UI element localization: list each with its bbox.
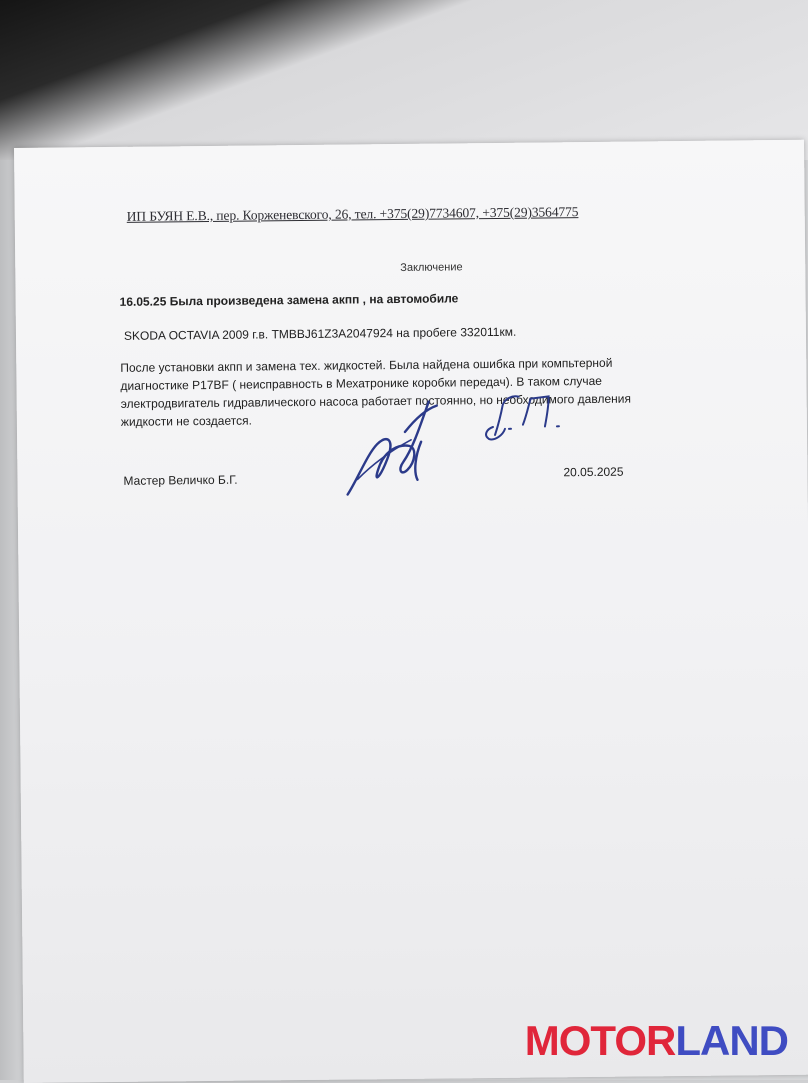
master-name: Мастер Величко Б.Г. bbox=[123, 472, 238, 488]
body-line-1: После установки акпп и замена тех. жидкостей. Была найдена ошибка при компьтерной bbox=[120, 355, 613, 375]
body-line-2: диагностике P17BF ( неисправность в Мехатронике коробки передач). В таком случае bbox=[120, 373, 603, 393]
document-sheet bbox=[14, 140, 808, 1083]
logo-part-blue: LAND bbox=[675, 1017, 788, 1064]
repair-date-line: 16.05.25 Была произведена замена акпп , на автомобиле bbox=[119, 291, 459, 309]
logo-part-red: MOTOR bbox=[524, 1017, 676, 1064]
background-dark-corner bbox=[0, 0, 808, 160]
letterhead: ИП БУЯН Е.В., пер. Корженевского, 26, тел. +375(29)7734607, +375(29)3564775 bbox=[126, 204, 579, 224]
handwritten-signature bbox=[316, 381, 637, 514]
signature-date: 20.05.2025 bbox=[563, 464, 624, 480]
document-title: Заключение bbox=[400, 261, 463, 274]
body-line-3: электродвигатель гидравлического насоса работает постоянно, но необходимого давления bbox=[120, 391, 631, 411]
vehicle-line: SKODA OCTAVIA 2009 г.в. TMBBJ61Z3A2047924 на пробеге 332011км. bbox=[123, 324, 517, 343]
motorland-logo bbox=[524, 1017, 788, 1064]
body-line-4: жидкости не создается. bbox=[120, 413, 252, 429]
